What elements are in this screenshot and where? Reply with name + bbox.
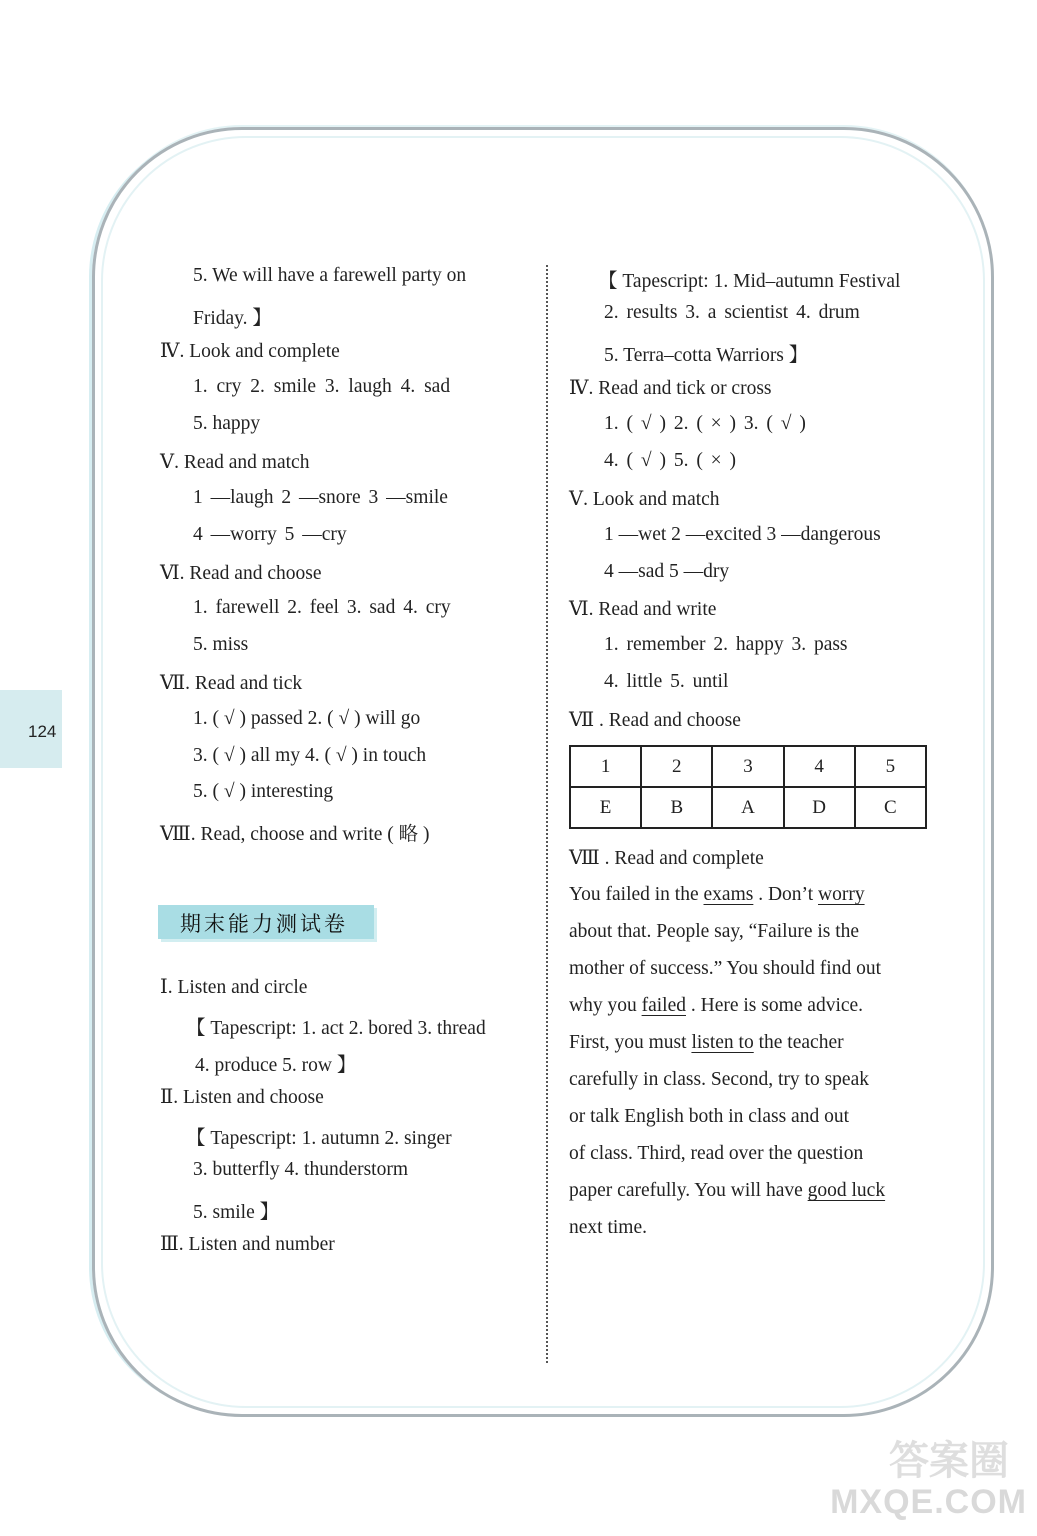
- text-line: 1. cry 2. smile 3. laugh 4. sad: [193, 376, 451, 397]
- table-cell: 4: [784, 746, 855, 787]
- text-span: why you: [569, 995, 642, 1016]
- table-cell: C: [855, 787, 926, 828]
- text-line: 5. happy: [193, 413, 261, 434]
- section-heading: Ⅵ. Read and write: [569, 599, 717, 620]
- para-line: [569, 876, 939, 913]
- text-line: 【 Tapescript: 1. act 2. bored 3. thread: [186, 1018, 486, 1039]
- section-heading: Ⅰ. Listen and circle: [160, 977, 308, 998]
- text-line: 5. miss: [193, 634, 249, 655]
- text-line: 2. results 3. a scientist 4. drum: [604, 302, 860, 323]
- table-cell: 2: [641, 746, 712, 787]
- text-line: 5. We will have a farewell party on: [193, 265, 467, 286]
- section-heading: Ⅳ. Look and complete: [160, 341, 340, 362]
- para-line: mother of success.” You should find out: [569, 958, 881, 979]
- table-cell: A: [712, 787, 783, 828]
- table-row: [570, 787, 926, 828]
- text-line: 【 Tapescript: 1. autumn 2. singer: [186, 1128, 452, 1149]
- text-line: 1. farewell 2. feel 3. sad 4. cry: [193, 597, 451, 618]
- text-line: 1. ( √ ) 2. ( × ) 3. ( √ ): [604, 413, 806, 434]
- table-cell: 5: [855, 746, 926, 787]
- text-line: 4. ( √ ) 5. ( × ): [604, 450, 737, 471]
- table-cell: D: [784, 787, 855, 828]
- section-heading: Ⅴ. Read and match: [160, 452, 310, 473]
- section-heading: Ⅵ. Read and choose: [160, 563, 322, 584]
- para-line: of class. Third, read over the question: [569, 1143, 864, 1164]
- section-heading: Ⅲ. Listen and number: [160, 1234, 335, 1255]
- table-cell: 3: [712, 746, 783, 787]
- para-line: [569, 1172, 939, 1209]
- para-line: [569, 1024, 939, 1061]
- section-title: 期末能力测试卷: [180, 912, 348, 936]
- answer-table: [569, 745, 927, 829]
- text-line: 5. Terra–cotta Warriors 】: [604, 345, 809, 366]
- text-span: You failed in the: [569, 884, 704, 905]
- text-line: 4. produce 5. row 】: [195, 1055, 357, 1076]
- watermark-text: MXQE.COM: [830, 1483, 1027, 1521]
- text-line: 1 —wet 2 —excited 3 —dangerous: [604, 524, 881, 545]
- page-number: 124: [28, 722, 57, 741]
- text-line: 1. remember 2. happy 3. pass: [604, 634, 848, 655]
- text-line: Friday. 】: [193, 308, 272, 329]
- answer-blank: listen to: [691, 1032, 754, 1053]
- text-line: 4 —sad 5 —dry: [604, 561, 730, 582]
- answer-blank: failed: [641, 995, 686, 1016]
- text-line: 4 —worry 5 —cry: [193, 524, 347, 545]
- text-line: 3. ( √ ) all my 4. ( √ ) in touch: [193, 745, 427, 766]
- text-span: First, you must: [569, 1032, 692, 1053]
- para-line: or talk English both in class and out: [569, 1106, 850, 1127]
- section-heading: Ⅷ . Read and complete: [569, 848, 764, 869]
- para-line: [569, 987, 939, 1024]
- section-heading: Ⅳ. Read and tick or cross: [569, 378, 772, 399]
- section-heading: Ⅱ. Listen and choose: [160, 1087, 324, 1108]
- cloze-paragraph: [569, 876, 939, 1246]
- para-line: about that. People say, “Failure is the: [569, 921, 860, 942]
- answer-blank: worry: [818, 884, 865, 905]
- text-line: 4. little 5. until: [604, 671, 729, 692]
- text-line: 5. ( √ ) interesting: [193, 781, 334, 802]
- answer-blank: exams: [703, 884, 754, 905]
- text-span: paper carefully. You will have: [569, 1180, 808, 1201]
- text-span: . Here is some advice.: [685, 995, 864, 1016]
- text-line: 5. smile 】: [193, 1202, 280, 1223]
- section-heading: Ⅴ. Look and match: [569, 489, 720, 510]
- section-title-box: [158, 905, 374, 939]
- para-line: carefully in class. Second, try to speak: [569, 1069, 869, 1090]
- section-heading: Ⅷ. Read, choose and write ( 略 ): [160, 824, 430, 845]
- table-row: [570, 746, 926, 787]
- column-divider: [546, 265, 548, 1363]
- watermark-logo: 答案圈: [889, 1438, 1009, 1484]
- table-cell: 1: [570, 746, 641, 787]
- text-span: the teacher: [753, 1032, 844, 1053]
- text-span: . Don’t: [753, 884, 818, 905]
- text-line: 1 —laugh 2 —snore 3 —smile: [193, 487, 448, 508]
- table-cell: B: [641, 787, 712, 828]
- text-line: 1. ( √ ) passed 2. ( √ ) will go: [193, 708, 421, 729]
- para-line: next time.: [569, 1217, 647, 1238]
- text-line: 3. butterfly 4. thunderstorm: [193, 1159, 409, 1180]
- section-heading: Ⅶ. Read and tick: [160, 673, 303, 694]
- answer-blank: good luck: [807, 1180, 886, 1201]
- text-line: 【 Tapescript: 1. Mid–autumn Festival: [598, 271, 901, 292]
- table-cell: E: [570, 787, 641, 828]
- section-heading: Ⅶ . Read and choose: [569, 710, 741, 731]
